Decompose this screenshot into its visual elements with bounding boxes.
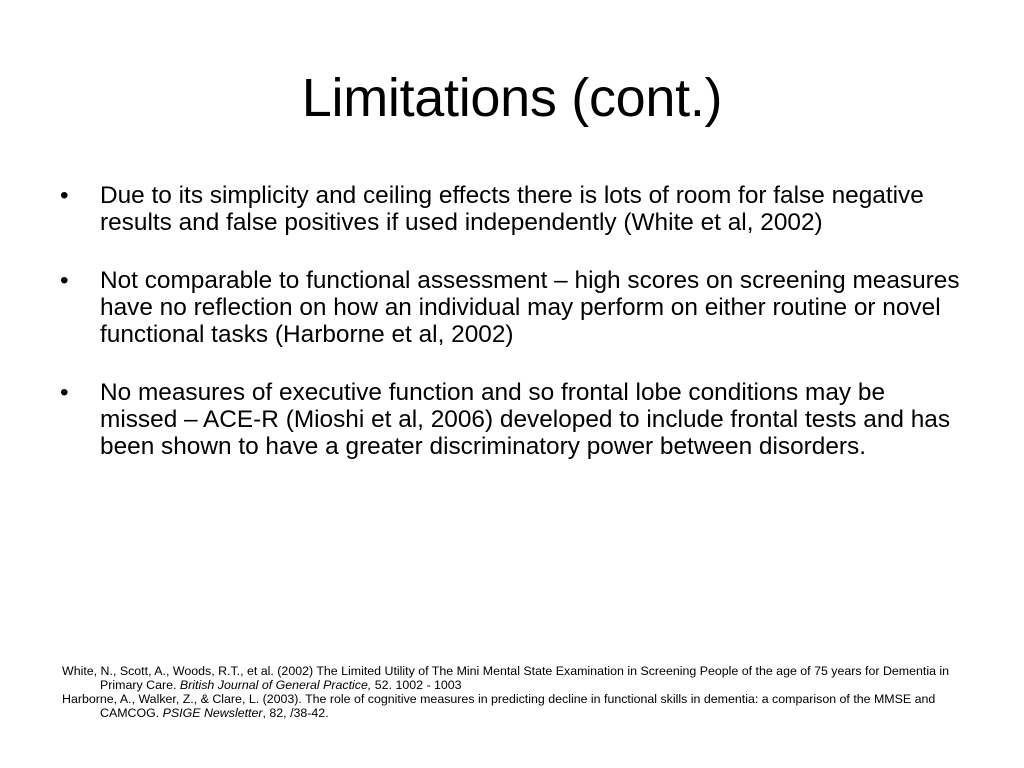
bullet-text: No measures of executive function and so frontal lobe conditions may be missed – ACE-R (Mioshi et al, 2006) developed to include frontal tests and has been shown to have a greater discriminatory power between disorders. [100, 379, 951, 460]
reference-details: , 82, /38-42. [262, 706, 329, 720]
reference-details: 52. 1002 - 1003 [371, 678, 462, 692]
bullet-text: Due to its simplicity and ceiling effects there is lots of room for false negative results and false positives if used independently (White et al, 2002) [100, 182, 924, 236]
bullet-item [60, 267, 960, 348]
bullet-item [60, 379, 960, 460]
reference-journal: British Journal of General Practice, [179, 678, 372, 692]
reference-entry [62, 692, 962, 720]
bullet-text: Not comparable to functional assessment – high scores on screening measures have no reflection on how an individual may perform on either routine or novel functional tasks (Harborne et al, 2002) [100, 267, 960, 348]
bullet-dot-icon: • [60, 379, 69, 406]
reference-entry [62, 664, 962, 692]
reference-text: Harborne, A., Walker, Z., & Clare, L. (2003). The role of cognitive measures in predicting decline in functional skills in dementia: a comparison of the MMSE and CAMCOG. [62, 692, 936, 720]
slide-title: Limitations (cont.) [301, 68, 723, 128]
bullet-item [60, 182, 960, 236]
reference-journal: PSIGE Newsletter [162, 706, 263, 720]
bullet-dot-icon: • [60, 182, 69, 209]
bullet-dot-icon: • [60, 267, 69, 294]
bullet-list [60, 182, 960, 491]
references [62, 664, 962, 720]
reference-text: White, N., Scott, A., Woods, R.T., et al. (2002) The Limited Utility of The Mini Mental State Examination in Screening People of the age of 75 years for Dementia in Primary Care. [62, 664, 950, 692]
